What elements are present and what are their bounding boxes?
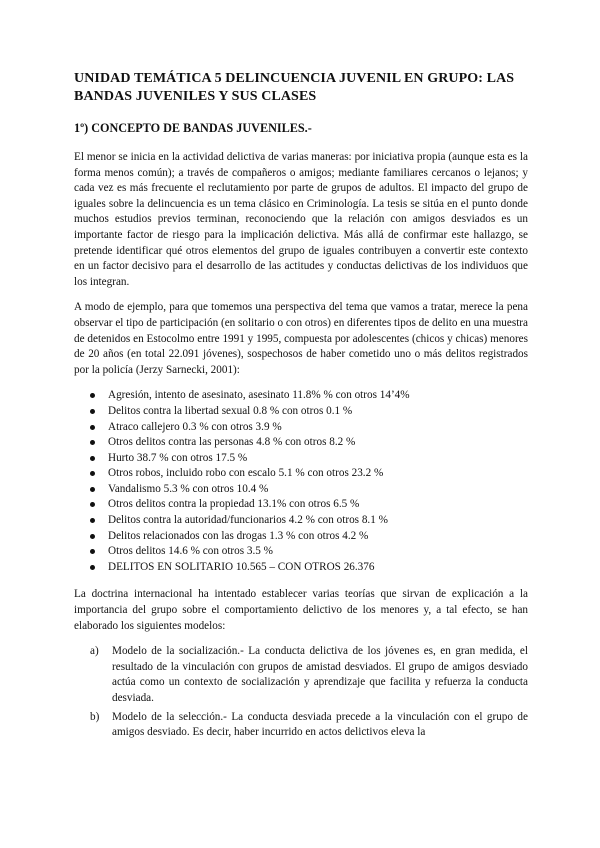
bullet-icon — [90, 425, 95, 430]
list-item: Otros robos, incluido robo con escalo 5.1 % con otros 23.2 % — [90, 466, 528, 482]
list-item: DELITOS EN SOLITARIO 10.565 – CON OTROS 26.376 — [90, 560, 528, 576]
paragraph-example: A modo de ejemplo, para que tomemos una perspectiva del tema que vamos a tratar, merece la pena observar el tipo de participación (en solitario o con otros) en diferentes tipos de delito en una muestra de detenidos en Estocolmo entre 1991 y 1995, compuesta por adolescentes (chicos y chicas) menores de 20 años (en total 22.091 jóvenes), sospechosos de haber cometido uno o más delitos registrados por la policía (Jerzy Sarnecki, 2001): — [74, 301, 528, 376]
bullet-icon — [90, 409, 95, 414]
document-page — [74, 70, 528, 744]
list-item: Hurto 38.7 % con otros 17.5 % — [90, 451, 528, 467]
list-item: Otros delitos contra la propiedad 13.1% con otros 6.5 % — [90, 497, 528, 513]
crime-statistics-list — [74, 388, 528, 575]
paragraph-intro: El menor se inicia en la actividad delictiva de varias maneras: por iniciativa propia (aunque esta es la forma menos común); a través de compañeros o amigos; mediante familiares cercanos o lejanos; y cada vez es más frecuente el reclutamiento por parte de grupos de adultos. El impacto del grupo de iguales sobre la delincuencia es un tema clásico en Criminología. La tesis se sitúa en el punto donde muchos estudios previos terminan, reconociendo que la relación con amigos desviados es un importante factor de riesgo para la implicación delictiva. Más allá de confirmar este hallazgo, se pretende identificar qué otros elementos del grupo de iguales contribuyen a convertir este contexto en un factor decisivo para el desarrollo de las actitudes y conductas delictivas de los individuos que los integran. — [74, 151, 528, 288]
bullet-icon — [90, 549, 95, 554]
document-title: UNIDAD TEMÁTICA 5 DELINCUENCIA JUVENIL EN GRUPO: LAS BANDAS JUVENILES Y SUS CLASES — [74, 71, 515, 104]
list-item: Vandalismo 5.3 % con otros 10.4 % — [90, 482, 528, 498]
bullet-icon — [90, 471, 95, 476]
paragraph-doctrine: La doctrina internacional ha intentado establecer varias teorías que sirvan de explicación a la importancia del grupo sobre el comportamiento delictivo de los menores y, a tal efecto, se han elaborado los siguientes modelos: — [74, 588, 528, 632]
list-marker: a) — [90, 645, 99, 658]
list-item: Delitos contra la autoridad/funcionarios 4.2 % con otros 8.1 % — [90, 513, 528, 529]
bullet-icon — [90, 518, 95, 523]
list-item: Agresión, intento de asesinato, asesinato 11.8% % con otros 14’4% — [90, 388, 528, 404]
bullet-icon — [90, 456, 95, 461]
list-item: Delitos relacionados con las drogas 1.3 % con otros 4.2 % — [90, 529, 528, 545]
models-list — [74, 644, 528, 741]
list-item: Otros delitos contra las personas 4.8 % con otros 8.2 % — [90, 435, 528, 451]
bullet-icon — [90, 534, 95, 539]
list-item: Otros delitos 14.6 % con otros 3.5 % — [90, 544, 528, 560]
bullet-icon — [90, 440, 95, 445]
list-item: Delitos contra la libertad sexual 0.8 % con otros 0.1 % — [90, 404, 528, 420]
list-item: Atraco callejero 0.3 % con otros 3.9 % — [90, 420, 528, 436]
list-marker: b) — [90, 710, 100, 723]
bullet-icon — [90, 393, 95, 398]
bullet-icon — [90, 487, 95, 492]
section-heading: 1º) CONCEPTO DE BANDAS JUVENILES.- — [74, 121, 312, 135]
model-item-socialization — [90, 644, 528, 706]
model-text: Modelo de la selección.- La conducta desviada precede a la vinculación con el grupo de amigos desviado. Es decir, haber incurrido en actos delictivos eleva la — [112, 710, 528, 739]
model-item-selection — [90, 710, 528, 741]
model-text: Modelo de la socialización.- La conducta delictiva de los jóvenes es, en gran medida, el resultado de la vinculación con grupos de amistad desviados. El grupo de amigos desviado actúa como un contexto de socialización y aprendizaje que facilita y refuerza la conducta desviada. — [112, 645, 528, 704]
bullet-icon — [90, 565, 95, 570]
bullet-icon — [90, 502, 95, 507]
